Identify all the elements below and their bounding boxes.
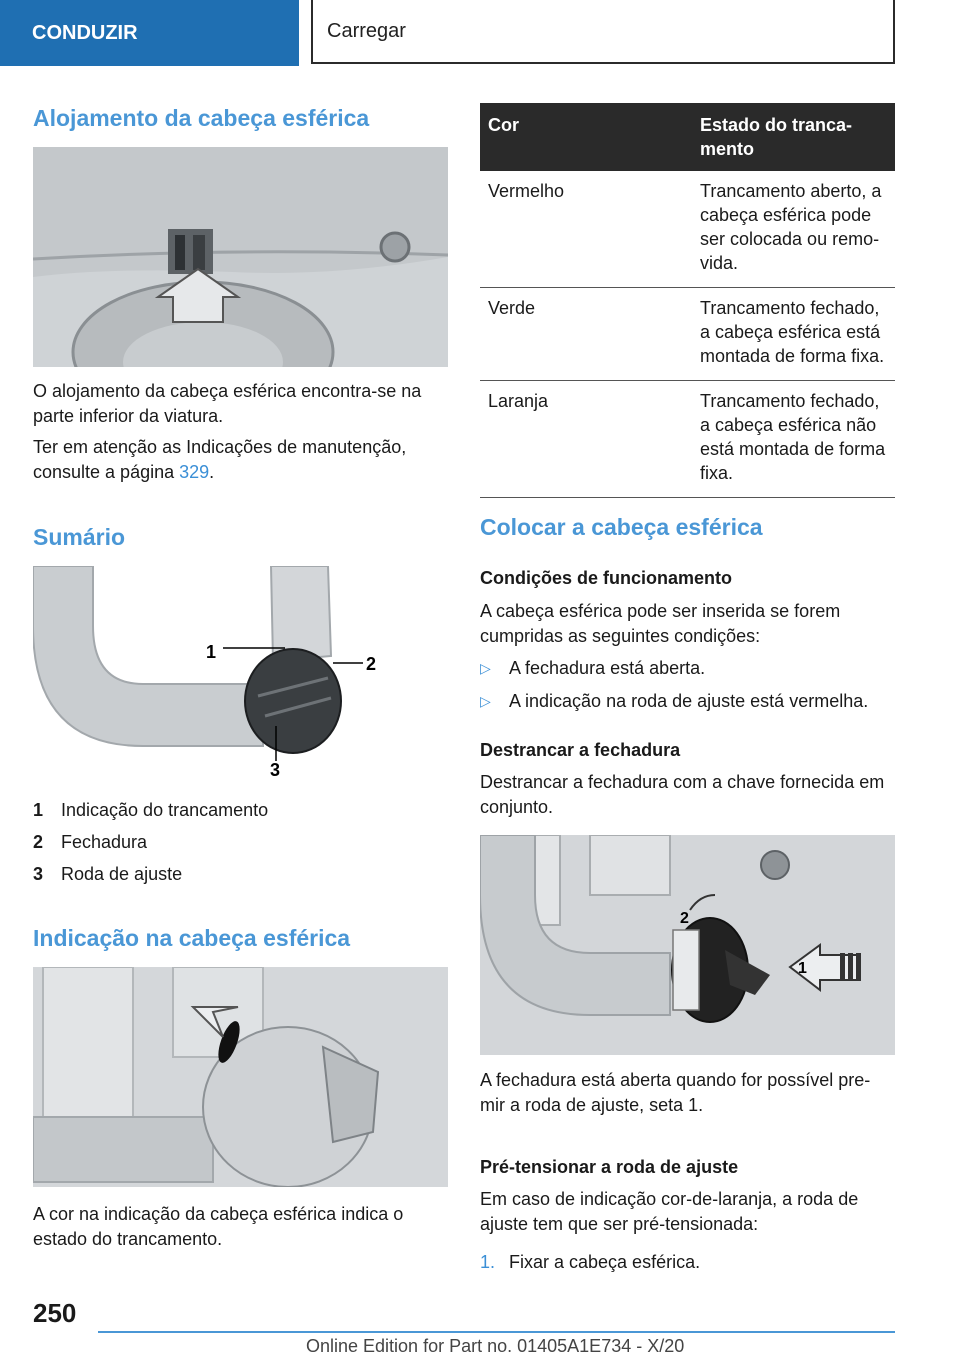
legend-item bbox=[33, 794, 268, 826]
triangle-bullet-icon: ▷ bbox=[480, 693, 491, 709]
list-item bbox=[480, 1252, 700, 1273]
step-text: Fixar a cabeça esférica. bbox=[509, 1252, 701, 1272]
step-number: 1. bbox=[480, 1252, 496, 1272]
table-header-row bbox=[480, 103, 895, 171]
paragraph-alojamento: O alojamento da cabeça esférica encontra-se na parte inferior da viatura. bbox=[33, 381, 422, 426]
heading-pretensionar: Pré-tensionar a roda de ajuste bbox=[480, 1157, 739, 1177]
column-header-cor: Cor bbox=[480, 103, 692, 171]
list-item-text: A indicação na roda de ajuste está vermelha. bbox=[509, 691, 869, 711]
list-item bbox=[480, 656, 868, 681]
chapter-tab bbox=[311, 0, 895, 64]
callout-2: 2 bbox=[366, 654, 377, 674]
legend-text: Indicação do trancamento bbox=[61, 800, 269, 820]
legend-number: 1 bbox=[33, 800, 44, 820]
page-link-329[interactable]: 329 bbox=[179, 462, 210, 482]
heading-sumario: Sumário bbox=[33, 524, 126, 550]
legend-text: Roda de ajuste bbox=[61, 864, 183, 884]
callout-1: 1 bbox=[206, 642, 217, 662]
table-row bbox=[480, 288, 895, 381]
callout-3: 3 bbox=[270, 760, 281, 780]
heading-alojamento: Alojamento da cabeça esférica bbox=[33, 105, 370, 131]
legend-item bbox=[33, 826, 268, 858]
table-cell: Trancamento aberto, a cabeça esférica pode ser colocada ou remo-vida. bbox=[692, 171, 895, 288]
table-cell: Trancamento fechado, a cabeça esférica não está montada de forma fixa. bbox=[692, 381, 895, 498]
legend-item bbox=[33, 858, 268, 890]
heading-indicacao: Indicação na cabeça esférica bbox=[33, 925, 351, 951]
figure-destrancar bbox=[480, 835, 895, 1055]
figure-sumario bbox=[33, 566, 448, 786]
section-tab bbox=[0, 0, 299, 66]
paragraph-atencao bbox=[33, 435, 448, 485]
list-item-text: A fechadura está aberta. bbox=[509, 658, 706, 678]
table-row bbox=[480, 381, 895, 498]
table-row bbox=[480, 171, 895, 288]
column-header-estado: Estado do tranca-mento bbox=[692, 103, 895, 171]
callout-1: 1 bbox=[798, 960, 807, 977]
figure-indicacao bbox=[33, 967, 448, 1187]
paragraph-pretensionar: Em caso de indicação cor-de-laranja, a roda de ajuste tem que ser pré-tensionada: bbox=[480, 1189, 859, 1234]
section-title: CONDUZIR bbox=[32, 21, 138, 44]
paragraph-indicacao: A cor na indicação da cabeça esférica indica o estado do trancamento. bbox=[33, 1204, 404, 1249]
heading-destrancar: Destrancar a fechadura bbox=[480, 740, 681, 760]
color-status-table bbox=[480, 103, 895, 498]
paragraph-aberta: A fechadura está aberta quando for possível pre-mir a roda de ajuste, seta 1. bbox=[480, 1070, 871, 1115]
paragraph-destrancar: Destrancar a fechadura com a chave fornecida em conjunto. bbox=[480, 772, 885, 817]
table-cell: Vermelho bbox=[480, 171, 692, 288]
table-cell: Verde bbox=[480, 288, 692, 381]
footer-divider bbox=[98, 1331, 895, 1333]
figure-alojamento bbox=[33, 147, 448, 367]
atencao-period: . bbox=[209, 462, 215, 482]
triangle-bullet-icon: ▷ bbox=[480, 660, 491, 676]
condition-list bbox=[480, 656, 868, 722]
table-cell: Laranja bbox=[480, 381, 692, 498]
page-number: 250 bbox=[33, 1298, 77, 1328]
paragraph-condicoes: A cabeça esférica pode ser inserida se forem cumpridas as seguintes condições: bbox=[480, 601, 841, 646]
legend-text: Fechadura bbox=[61, 832, 148, 852]
steps-list bbox=[480, 1252, 700, 1273]
callout-2: 2 bbox=[680, 910, 689, 927]
atencao-text: Ter em atenção as Indicações de manutenção, consulte a página bbox=[33, 437, 407, 482]
chapter-title: Carregar bbox=[327, 19, 406, 42]
legend-number: 2 bbox=[33, 832, 44, 852]
list-item bbox=[480, 689, 868, 714]
heading-colocar: Colocar a cabeça esférica bbox=[480, 514, 763, 540]
legend-number: 3 bbox=[33, 864, 44, 884]
footer-edition: Online Edition for Part no. 01405A1E734 - X/20 bbox=[306, 1336, 685, 1356]
heading-condicoes: Condições de funcionamento bbox=[480, 568, 733, 588]
legend-list bbox=[33, 794, 268, 890]
table-cell: Trancamento fechado, a cabeça esférica está montada de forma fixa. bbox=[692, 288, 895, 381]
